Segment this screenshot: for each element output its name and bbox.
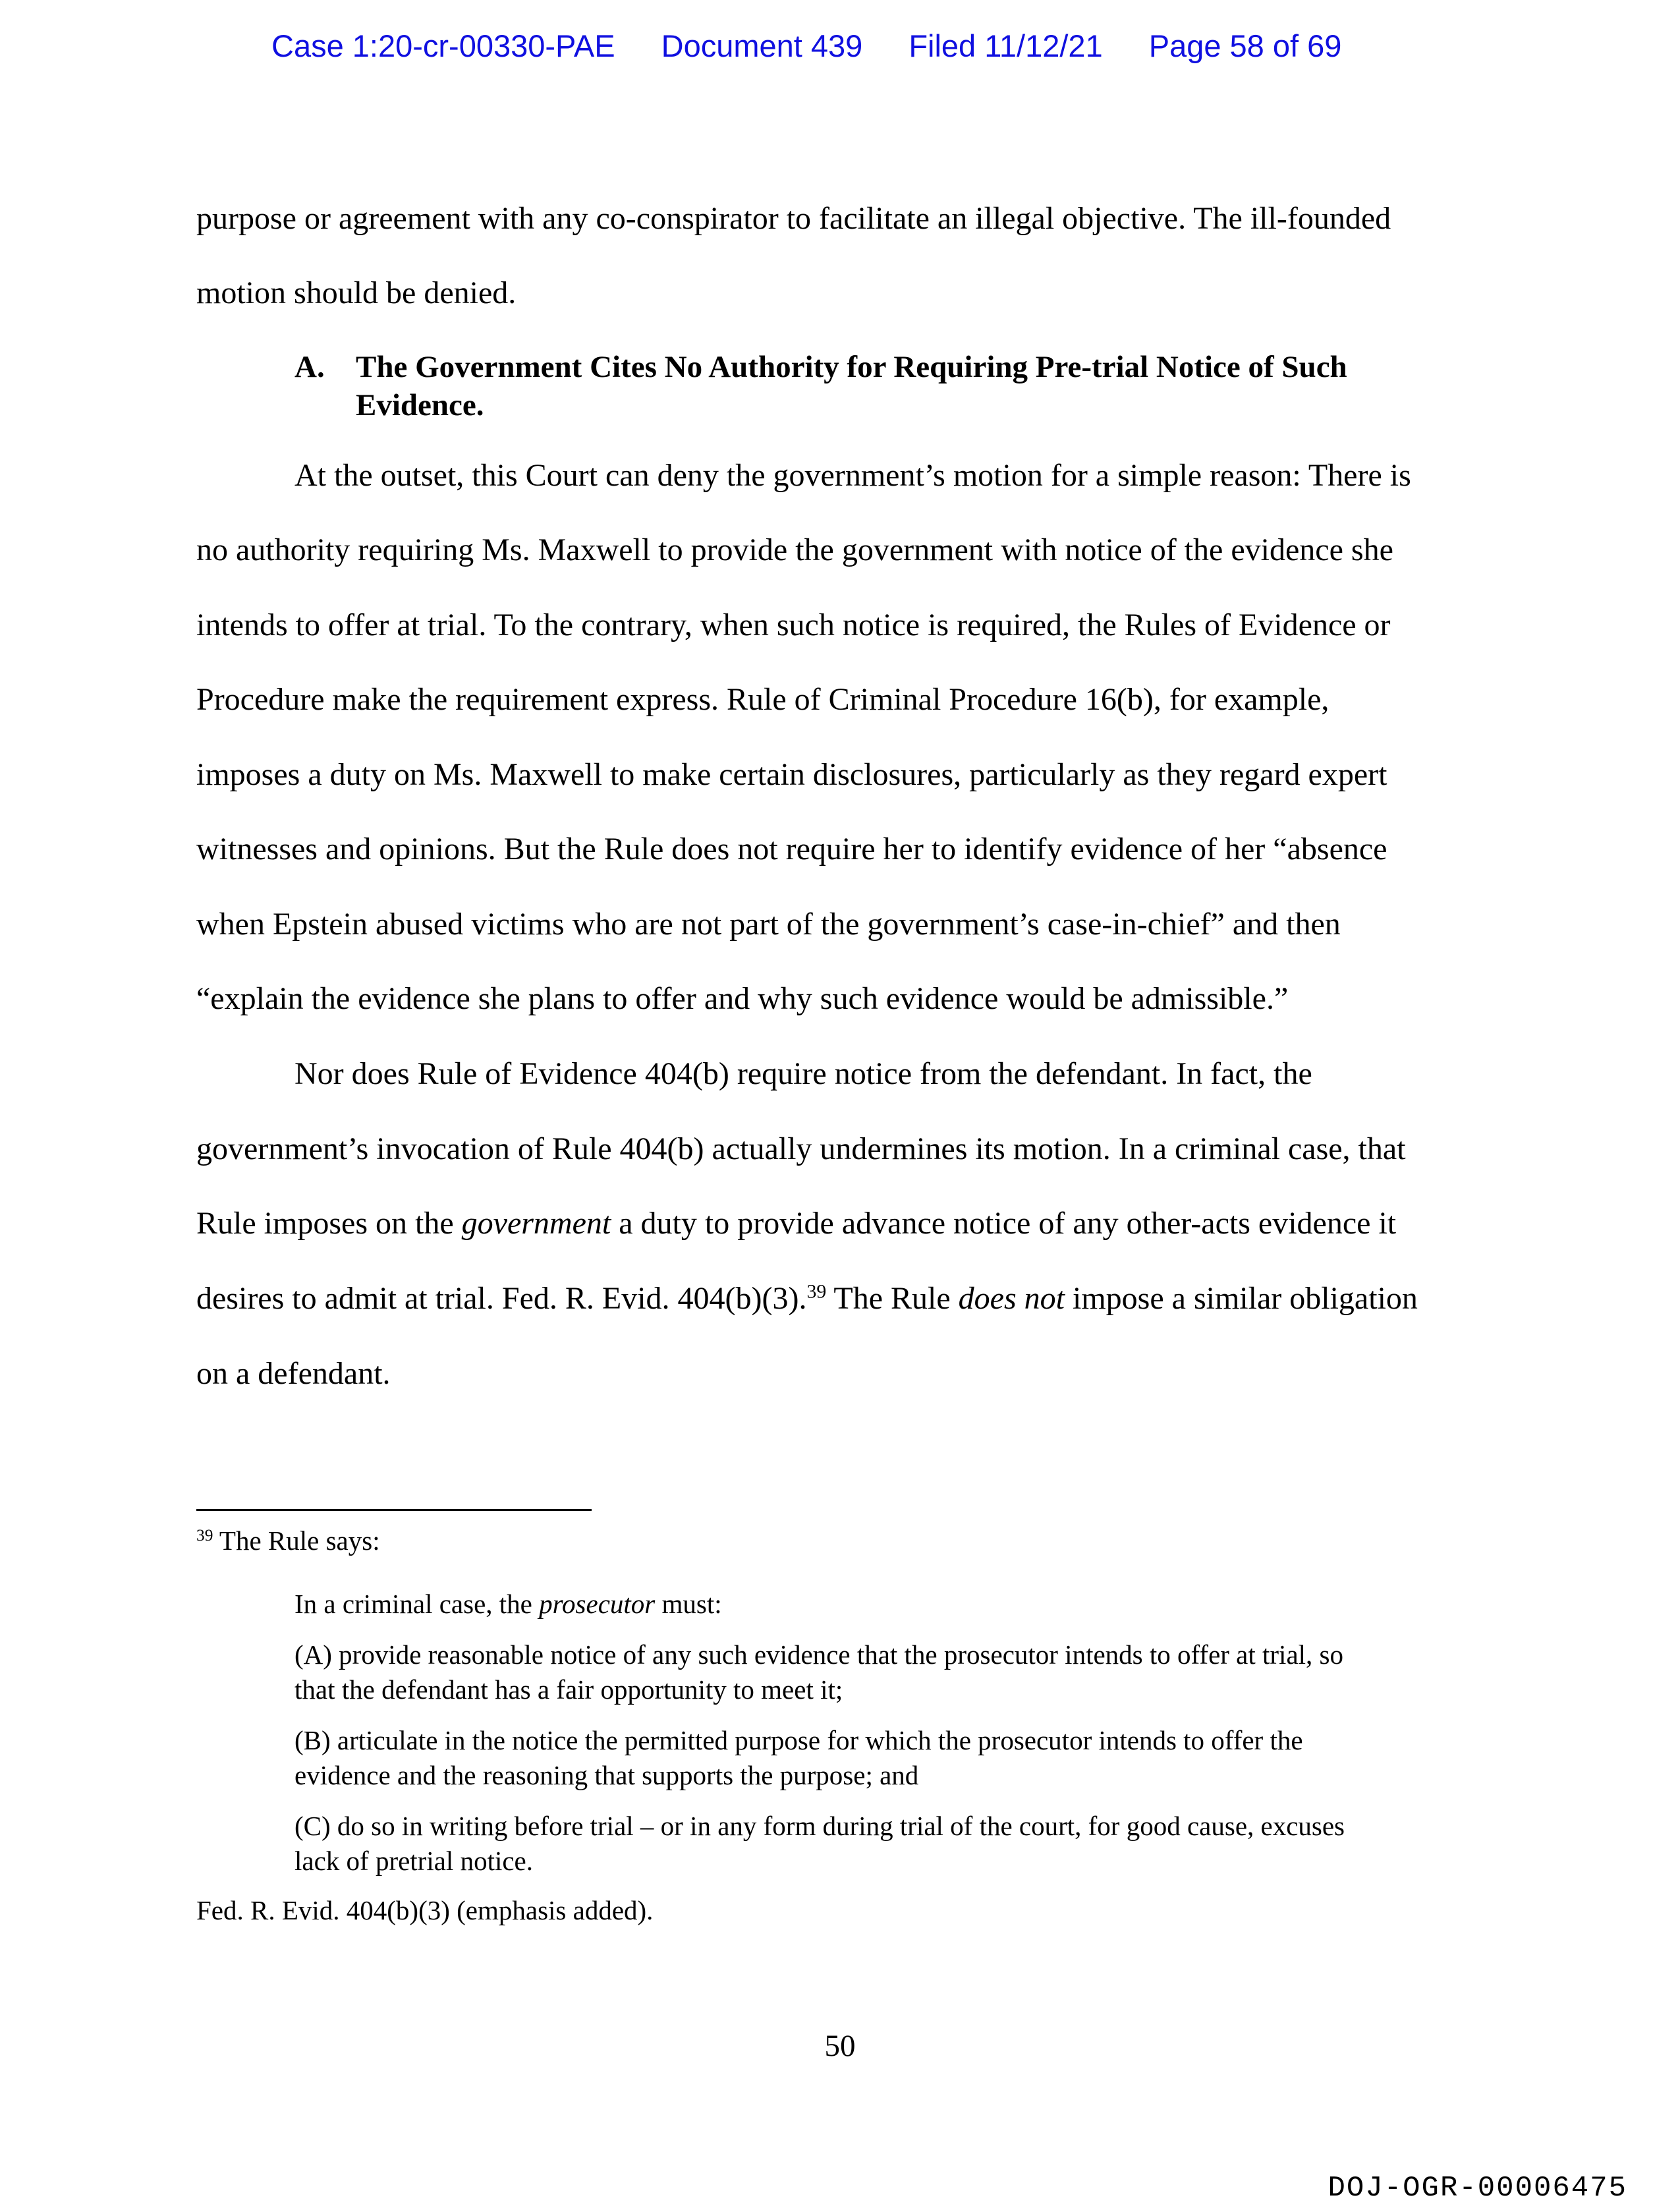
emphasis: prosecutor <box>539 1589 656 1619</box>
text: a duty to provide advance notice of any other-acts evidence it <box>611 1206 1397 1241</box>
page-of: Page 58 of 69 <box>1148 28 1342 63</box>
footnote-item-c: (C) do so in writing before trial – or in any form during trial of the court, for good cause, excuses <box>294 1811 1345 1841</box>
body-line: Nor does Rule of Evidence 404(b) require notice from the defendant. In fact, the <box>294 1056 1312 1091</box>
body-line: on a defendant. <box>196 1356 391 1391</box>
footnote-citation: Fed. R. Evid. 404(b)(3) (emphasis added). <box>196 1895 654 1925</box>
body-line: At the outset, this Court can deny the government’s motion for a simple reason: There is <box>294 458 1411 493</box>
section-label: A. <box>294 350 325 384</box>
footnote-separator <box>196 1509 592 1511</box>
body-line: no authority requiring Ms. Maxwell to provide the government with notice of the evidence she <box>196 532 1393 567</box>
ecf-header <box>271 28 1341 64</box>
body-line: when Epstein abused victims who are not part of the government’s case-in-chief” and then <box>196 907 1341 942</box>
body-line: witnesses and opinions. But the Rule does not require her to identify evidence of her “absence <box>196 832 1387 866</box>
text: The Rule <box>826 1281 959 1316</box>
text: The Rule says: <box>213 1525 380 1556</box>
case-number: Case 1:20-cr-00330-PAE <box>271 28 615 63</box>
body-line: government’s invocation of Rule 404(b) actually undermines its motion. In a criminal case, that <box>196 1131 1406 1166</box>
body-line: imposes a duty on Ms. Maxwell to make certain disclosures, particularly as they regard expert <box>196 757 1387 792</box>
body-line <box>196 1280 1418 1316</box>
body-line: “explain the evidence she plans to offer and why such evidence would be admissible.” <box>196 981 1289 1016</box>
body-line: purpose or agreement with any co-conspirator to facilitate an illegal objective. The ill-founded <box>196 201 1391 236</box>
emphasis: government <box>461 1206 611 1241</box>
footnote-item-c-cont: lack of pretrial notice. <box>294 1846 533 1876</box>
text: must: <box>655 1589 722 1619</box>
bates-stamp: DOJ-OGR-00006475 <box>1328 2172 1627 2205</box>
footnote-item-a: (A) provide reasonable notice of any such evidence that the prosecutor intends to offer at trial, so <box>294 1639 1343 1670</box>
footnote-intro <box>196 1527 380 1554</box>
footnote-item-a-cont: that the defendant has a fair opportunity to meet it; <box>294 1674 843 1705</box>
text: desires to admit at trial. Fed. R. Evid. 404(b)(3). <box>196 1281 807 1316</box>
page-number: 50 <box>824 2029 856 2063</box>
footnote-item-b: (B) articulate in the notice the permitted purpose for which the prosecutor intends to offer the <box>294 1725 1303 1755</box>
body-line: motion should be denied. <box>196 275 517 310</box>
body-line: Procedure make the requirement express. Rule of Criminal Procedure 16(b), for example, <box>196 682 1330 717</box>
footnote-quote-lead <box>294 1591 722 1618</box>
body-line <box>196 1208 1396 1239</box>
document-number: Document 439 <box>661 28 863 63</box>
text: Rule imposes on the <box>196 1206 462 1241</box>
emphasis: does not <box>958 1281 1065 1316</box>
section-heading-cont: Evidence. <box>356 388 484 422</box>
body-line: intends to offer at trial. To the contrary, when such notice is required, the Rules of Evidence or <box>196 608 1391 642</box>
text: In a criminal case, the <box>294 1589 540 1619</box>
section-heading: The Government Cites No Authority for Requiring Pre-trial Notice of Such <box>356 350 1347 384</box>
footnote-ref-39[interactable]: 39 <box>806 1280 827 1303</box>
footnote-item-b-cont: evidence and the reasoning that supports the purpose; and <box>294 1760 919 1790</box>
filed-date: Filed 11/12/21 <box>909 28 1103 63</box>
footnote-number: 39 <box>196 1526 213 1545</box>
text: impose a similar obligation <box>1064 1281 1418 1316</box>
